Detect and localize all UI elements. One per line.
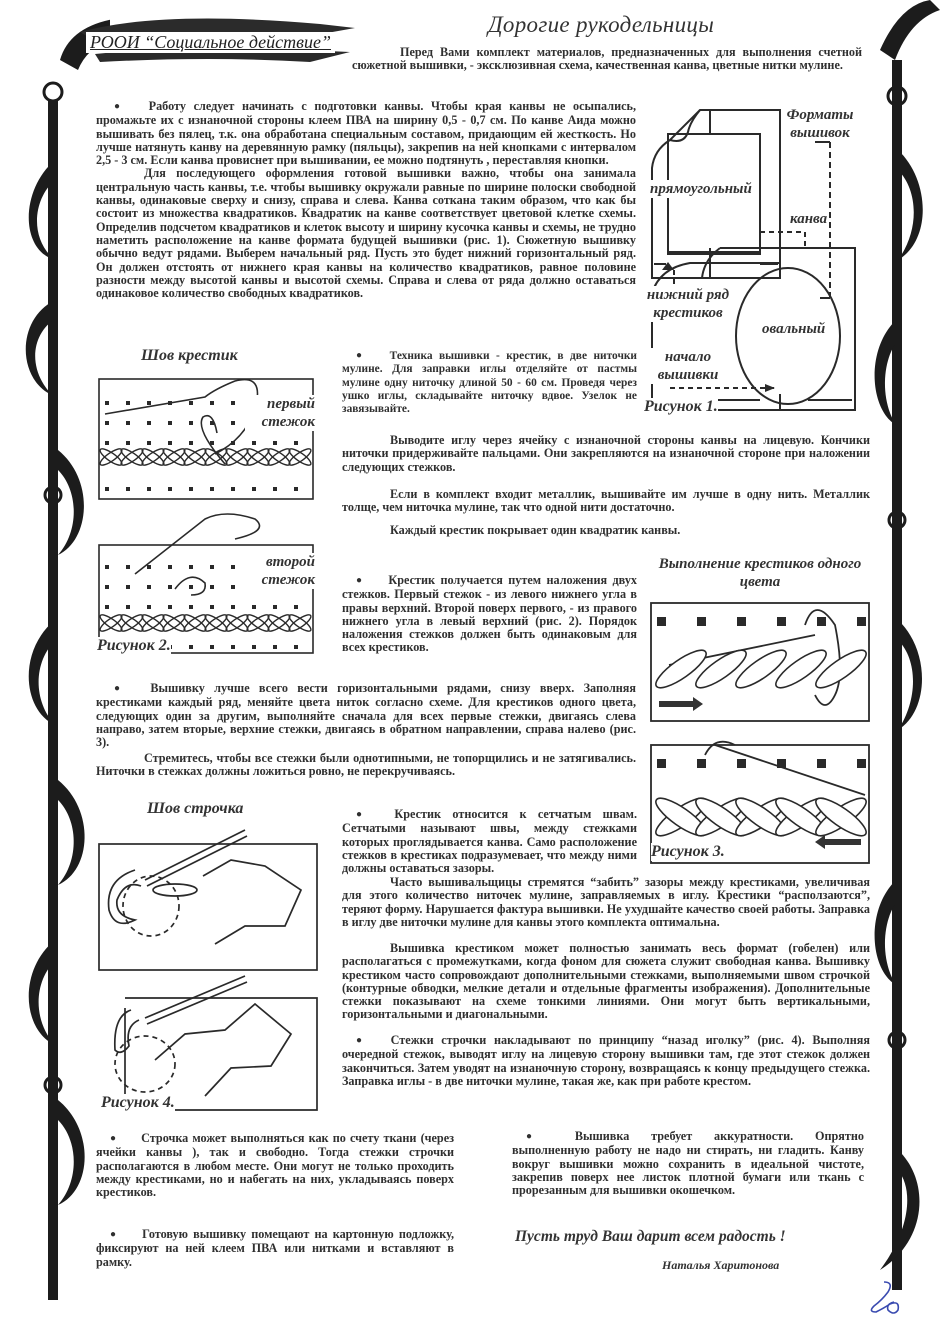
canvas-hole	[817, 759, 826, 768]
metallic-paragraph: Если в комплект входит металлик, вышивайте им лучше в одну нить. Металлик толще, чем ниточка мулине, так что одной нити достаточно.	[342, 487, 870, 515]
oval-label: овальный	[762, 321, 826, 337]
canvas-hole	[189, 401, 193, 405]
canvas-hole	[210, 565, 214, 569]
canvas-hole	[210, 401, 214, 405]
canvas-hole	[817, 617, 826, 626]
backstitch-heading: Шов строчка	[147, 800, 244, 817]
canvas-hole	[273, 645, 277, 649]
canvas-hole	[147, 441, 151, 445]
canvas-hole	[147, 585, 151, 589]
backstitch-free-paragraph: ● Строчка может выполняться как по счету ткани (через ячейки канвы ), так и свободно. Тогда стежки строчки располагаются в любом месте. Они могут не только проходить между крестиками, но и набегать на них, укладываясь поверх крестиков.	[96, 1132, 454, 1199]
uniform-paragraph: Стремитесь, чтобы все стежки были однотипными, не топорщились и не затягивались. Ниточки в стежках должны ложиться ровно, не перекручиваясь.	[96, 751, 636, 779]
canvas-hole	[168, 605, 172, 609]
cross-stitch-heading: Шов крестик	[141, 347, 238, 364]
canvas-hole	[231, 565, 235, 569]
gaps-paragraph: Часто вышивальщицы стремятся “забить” зазоры между крестиками, увеличивая для этого количество ниточек мулине, заправляемых в иглу. Крестики “расползаются”, теряют форму. Нарушается фактура вышивки. Не ухудшайте качество своей работы. Заправка в иглу две ниточки мулине для канвы этого комплекта оптимальна.	[342, 875, 870, 929]
canvas-hole	[210, 645, 214, 649]
org-banner	[70, 14, 360, 64]
canvas-hole	[168, 585, 172, 589]
canvas-hole	[189, 605, 193, 609]
canvas-centering-paragraph: Для последующего оформления готовой вышивки важно, чтобы она занимала центральную часть канвы, т.е. чтобы вышивку окружали равные по ширине полоски свободной канвы, одинаковые сверху и снизу, справа и слева. Канва соткана таким образом, что как бы состоит из множества квадратиков. Квадратик на канве соответствует цветовой клетке схемы. Определив подсчетом квадратиков и клеток высоту и ширину кусочка канвы и схемы, не трудно наметить расположение на канве формата будущей вышивки (рис. 1). Сюжетную вышивку обычно ведут рядами. Выберем начальный ряд. Пусть это будет нижний горизонтальный ряд. Он должен отстоять от нижнего края канвы на количество квадратиков, равное половине разности между высотой канвы и высотой схемы. Справа и слева от ряда должно оставаться одинаковое количество свободных квадратиков.	[96, 166, 636, 301]
canvas-hole	[657, 617, 666, 626]
canvas-hole	[231, 585, 235, 589]
canvas-hole	[105, 441, 109, 445]
canvas-hole	[126, 401, 130, 405]
canvas-hole	[168, 421, 172, 425]
canvas-hole	[210, 421, 214, 425]
canvas-hole	[737, 617, 746, 626]
canvas-hole	[105, 585, 109, 589]
canvas-hole	[105, 401, 109, 405]
rectangular-label: прямоугольный	[650, 181, 752, 197]
canvas-hole	[189, 565, 193, 569]
canvas-hole	[210, 441, 214, 445]
figure-4	[95, 798, 335, 1118]
canvas-hole	[231, 487, 235, 491]
technique-paragraph: ● Техника вышивки - крестик, в две ниточки мулине. Для заправки иглы отделяйте от пастмы мулине одну ниточку длиной 50 - 60 см. Проведя через ушко иглы, складывайте ниточку вдвое. Узелок не завязывайте.	[342, 350, 637, 416]
org-name: РООИ “Социальное действие”	[86, 32, 335, 53]
canvas-hole	[294, 645, 298, 649]
canvas-hole	[147, 421, 151, 425]
canvas-hole	[189, 645, 193, 649]
canvas-hole	[252, 645, 256, 649]
canvas-hole	[737, 759, 746, 768]
figure-4-caption: Рисунок 4.	[101, 1094, 175, 1111]
canvas-hole	[231, 401, 235, 405]
canvas-label: канва	[790, 211, 828, 227]
canvas-hole	[147, 487, 151, 491]
intro-paragraph: Перед Вами комплект материалов, предназначенных для выполнения счетной сюжетной вышивки, - эксклюзивная схема, качественная канва, цветные нитки мулине.	[352, 45, 862, 73]
canvas-hole	[147, 605, 151, 609]
canvas-prep-block	[96, 100, 636, 300]
figure-3	[645, 555, 875, 865]
canvas-hole	[252, 605, 256, 609]
canvas-hole	[231, 441, 235, 445]
cross-made-paragraph: ● Крестик получается путем наложения двух стежков. Первый стежок - из левого нижнего угла в правы верхний. Второй поверх первого, - из правого нижнего угла в левый верхний (рис. 2). Порядок наложения стежков должен быть одинаковым для всех крестиков.	[342, 574, 637, 655]
page-title: Дорогие рукодельницы	[488, 12, 715, 37]
canvas-hole	[189, 585, 193, 589]
rows-paragraph: ● Вышивку лучше всего вести горизонтальными рядами, снизу вверх. Заполняя крестиками каждый ряд, меняйте цвета ниток согласно схеме. Для крестиков одного цвета, следующих один за другим, выполняйте сначала для всех первые стежки, двигаясь слева направо, затем вторые, верхние стежки, двигаясь в обратном направлении, справа налево (рис. 3).	[96, 682, 636, 749]
canvas-hole	[294, 487, 298, 491]
canvas-hole	[857, 617, 866, 626]
one-square-paragraph: Каждый крестик покрывает один квадратик канвы.	[390, 523, 681, 537]
left-border-ornament	[0, 0, 110, 1334]
canvas-hole	[294, 441, 298, 445]
canvas-hole	[210, 605, 214, 609]
mesh-paragraph: ● Крестик относится к сетчатым швам. Сетчатыми называют швы, между стежками которых проглядывается канва. Само расположение стежков в крестиках подразумевает, что между ними должны оставаться зазоры.	[342, 808, 637, 875]
canvas-hole	[857, 759, 866, 768]
page-number-handwritten	[860, 1278, 910, 1318]
canvas-hole	[105, 565, 109, 569]
figure-1-caption: Рисунок 1.	[644, 398, 718, 415]
canvas-hole	[777, 617, 786, 626]
canvas-hole	[126, 421, 130, 425]
canvas-hole	[105, 487, 109, 491]
bottom-row-label: нижний ряд крестиков	[640, 286, 736, 322]
figure-2	[95, 345, 325, 660]
canvas-hole	[168, 401, 172, 405]
canvas-hole	[126, 487, 130, 491]
needle-out-paragraph: Выводите иглу через ячейку с изнаночной стороны канвы на лицевую. Кончики ниточки придерживайте пальцами. Они закрепляются на изнаночной стороне при наложении следующих стежков.	[342, 433, 870, 474]
canvas-hole	[126, 605, 130, 609]
canvas-hole	[168, 565, 172, 569]
motto: Пусть труд Ваш дарит всем радость !	[515, 1228, 786, 1245]
canvas-hole	[294, 605, 298, 609]
canvas-prep-paragraph: ● Работу следует начинать с подготовки канвы. Чтобы края канвы не осыпались, промажьте их с изнаночной стороны клеем ПВА на ширину 0,5 - 0,7 см. По канве Аида можно вышивать без пялец, т.к. она обработана специальным составом, придающим ей жесткость. Но лучше натянуть канву на деревянную рамку (пяльцы), закрепив на ней кнопками с интервалом 2,5 - 3 см. Если канва провиснет при вышивании, ее можно подтянуть , переставляя кнопки.	[96, 100, 636, 167]
canvas-hole	[252, 487, 256, 491]
canvas-hole	[252, 441, 256, 445]
canvas-hole	[273, 441, 277, 445]
canvas-hole	[210, 487, 214, 491]
figure-3-caption: Рисунок 3.	[651, 843, 725, 860]
canvas-hole	[231, 645, 235, 649]
canvas-hole	[189, 487, 193, 491]
figure-2-caption: Рисунок 2.	[97, 637, 171, 654]
same-color-diagram	[645, 595, 875, 865]
format-paragraph: Вышивка крестиком может полностью занимать весь формат (гобелен) или располагаться с промежутками, когда фоном для сюжета служит свободная канва. Вышивку крестиком часто сопровождают дополнительными стежками, выполняемыми швом строчкой (контурные обводки, мелкие детали и отдельные фрагменты изображения). Дополнительные стежки показывают на схеме тонкими линиями. Они могут быть вертикальными, горизонтальными и диагональными.	[342, 941, 870, 1022]
canvas-hole	[189, 441, 193, 445]
canvas-hole	[210, 585, 214, 589]
canvas-hole	[231, 421, 235, 425]
canvas-hole	[126, 441, 130, 445]
backstitch-paragraph: ● Стежки строчки накладывают по принципу “назад иголку” (рис. 4). Выполняя очередной стежок, выводят иглу на лицевую сторону вышивки там, где этот стежок должен закончиться. Затем уводят на изнаночную сторону, возвращаясь к концу предыдущего стежка. Заправка иглы - в две ниточки мулине, такая же, как при работе крестом.	[342, 1034, 870, 1088]
canvas-hole	[168, 487, 172, 491]
canvas-hole	[126, 565, 130, 569]
start-label: начало вышивки	[650, 348, 726, 384]
framing-paragraph: ● Готовую вышивку помещают на картонную подложку, фиксируют на ней клеем ПВА или нитками и вставляют в рамку.	[96, 1228, 454, 1269]
canvas-hole	[189, 421, 193, 425]
canvas-hole	[697, 617, 706, 626]
canvas-hole	[126, 585, 130, 589]
figure-1	[640, 98, 875, 418]
canvas-hole	[147, 401, 151, 405]
canvas-hole	[697, 759, 706, 768]
canvas-hole	[168, 441, 172, 445]
author-name: Наталья Харитонова	[662, 1258, 780, 1272]
canvas-hole	[105, 421, 109, 425]
care-paragraph: ● Вышивка требует аккуратности. Опрятно выполненную работу не надо ни стирать, ни гладить. Канву вокруг вышивки можно сохранить в идеальной чистоте, закрепив поверх нее листок плотной бумаги или ткань с прорезанным для вышивки окошечком.	[512, 1130, 864, 1197]
canvas-hole	[147, 565, 151, 569]
first-stitch-label: первый стежок	[245, 395, 315, 431]
canvas-hole	[777, 759, 786, 768]
backstitch-diagram	[95, 820, 335, 1120]
canvas-hole	[231, 605, 235, 609]
second-stitch-label: второй стежок	[245, 553, 315, 589]
formats-heading: Форматы вышивок	[786, 107, 854, 141]
canvas-hole	[273, 487, 277, 491]
canvas-hole	[105, 605, 109, 609]
canvas-hole	[273, 605, 277, 609]
right-border-ornament	[870, 0, 950, 1334]
same-color-heading: Выполнение крестиков одного цвета	[658, 556, 862, 590]
canvas-hole	[657, 759, 666, 768]
